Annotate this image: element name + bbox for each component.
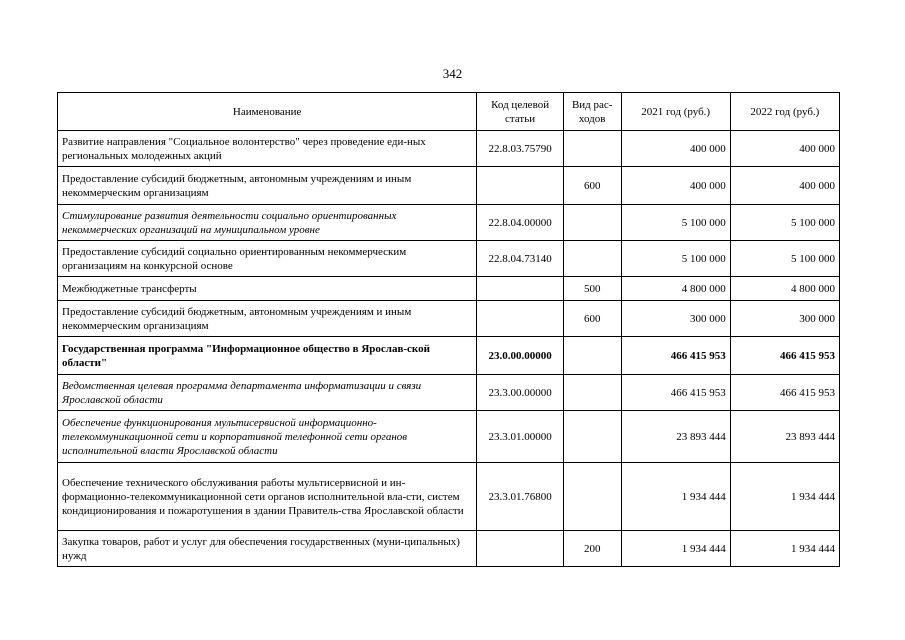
row-code-cell: 23.0.00.00000 (477, 337, 564, 375)
row-name-cell: Межбюджетные трансферты (58, 277, 477, 301)
table-row (58, 411, 840, 463)
row-2022-cell: 466 415 953 (730, 375, 839, 411)
row-type-cell (563, 411, 621, 463)
row-code-cell: 22.8.03.75790 (477, 131, 564, 167)
row-name-cell: Государственная программа "Информационное общество в Ярослав-ской области" (58, 337, 477, 375)
row-2022-cell: 466 415 953 (730, 337, 839, 375)
row-name-cell: Обеспечение функционирования мультисервисной информационно-телекоммуникационной сети и корпоративной телефонной сети органов исполнительной власти Ярославской области (58, 411, 477, 463)
row-code-cell: 23.3.01.76800 (477, 463, 564, 531)
page-number: 342 (442, 66, 463, 81)
row-2021-cell: 466 415 953 (621, 337, 730, 375)
table-row (58, 531, 840, 567)
table-row (58, 463, 840, 531)
row-2021-cell: 1 934 444 (621, 531, 730, 567)
row-name-cell: Закупка товаров, работ и услуг для обеспечения государственных (муни-ципальных) нужд (58, 531, 477, 567)
row-2021-cell: 5 100 000 (621, 241, 730, 277)
row-2021-cell: 4 800 000 (621, 277, 730, 301)
row-2022-cell: 400 000 (730, 167, 839, 205)
row-code-cell (477, 167, 564, 205)
row-2022-cell: 4 800 000 (730, 277, 839, 301)
row-name-cell: Стимулирование развития деятельности социально ориентированных некоммерческих организаций на муниципальном уровне (58, 205, 477, 241)
row-code-cell: 22.8.04.73140 (477, 241, 564, 277)
row-2021-cell: 1 934 444 (621, 463, 730, 531)
row-name-cell: Предоставление субсидий бюджетным, автономным учреждениям и иным некоммерческим организациям (58, 301, 477, 337)
row-type-cell (563, 463, 621, 531)
row-2021-cell: 466 415 953 (621, 375, 730, 411)
row-2022-cell: 400 000 (730, 131, 839, 167)
row-2022-cell: 1 934 444 (730, 463, 839, 531)
row-type-cell (563, 375, 621, 411)
row-type-cell: 500 (563, 277, 621, 301)
row-type-cell (563, 241, 621, 277)
table-row (58, 277, 840, 301)
row-code-cell (477, 301, 564, 337)
row-code-cell (477, 277, 564, 301)
row-2022-cell: 5 100 000 (730, 205, 839, 241)
row-name-cell: Ведомственная целевая программа департамента информатизации и связи Ярославской области (58, 375, 477, 411)
row-type-cell (563, 337, 621, 375)
header-2022: 2022 год (руб.) (730, 93, 839, 131)
row-2022-cell: 5 100 000 (730, 241, 839, 277)
row-name-cell: Развитие направления "Социальное волонтерство" через проведение еди-ных региональных молодежных акций (58, 131, 477, 167)
header-2021: 2021 год (руб.) (621, 93, 730, 131)
table-row (58, 131, 840, 167)
row-name-cell: Предоставление субсидий социально ориентированным некоммерческим организациям на конкурсной основе (58, 241, 477, 277)
table-row (58, 301, 840, 337)
row-name-cell: Предоставление субсидий бюджетным, автономным учреждениям и иным некоммерческим организациям (58, 167, 477, 205)
row-2021-cell: 5 100 000 (621, 205, 730, 241)
table-row (58, 375, 840, 411)
row-2022-cell: 300 000 (730, 301, 839, 337)
row-2021-cell: 23 893 444 (621, 411, 730, 463)
row-2021-cell: 300 000 (621, 301, 730, 337)
budget-table (57, 92, 840, 567)
row-code-cell: 23.3.00.00000 (477, 375, 564, 411)
header-type: Вид рас-ходов (563, 93, 621, 131)
row-name-cell: Обеспечение технического обслуживания работы мультисервисной и ин-формационно-телекоммуникационной сети органов исполнительной вла-сти, систем кондиционирования и пожаротушения в здании Правитель-ства Ярославской области (58, 463, 477, 531)
row-type-cell: 600 (563, 167, 621, 205)
header-name: Наименование (58, 93, 477, 131)
table-row (58, 167, 840, 205)
row-code-cell: 22.8.04.00000 (477, 205, 564, 241)
row-2021-cell: 400 000 (621, 167, 730, 205)
row-code-cell (477, 531, 564, 567)
row-type-cell (563, 205, 621, 241)
table-body (58, 131, 840, 567)
table-row (58, 241, 840, 277)
row-code-cell: 23.3.01.00000 (477, 411, 564, 463)
row-2021-cell: 400 000 (621, 131, 730, 167)
row-type-cell: 600 (563, 301, 621, 337)
row-type-cell: 200 (563, 531, 621, 567)
table-row (58, 337, 840, 375)
header-code: Код целевой статьи (477, 93, 564, 131)
table-row (58, 205, 840, 241)
table-header-row (58, 93, 840, 131)
row-2022-cell: 23 893 444 (730, 411, 839, 463)
row-2022-cell: 1 934 444 (730, 531, 839, 567)
row-type-cell (563, 131, 621, 167)
